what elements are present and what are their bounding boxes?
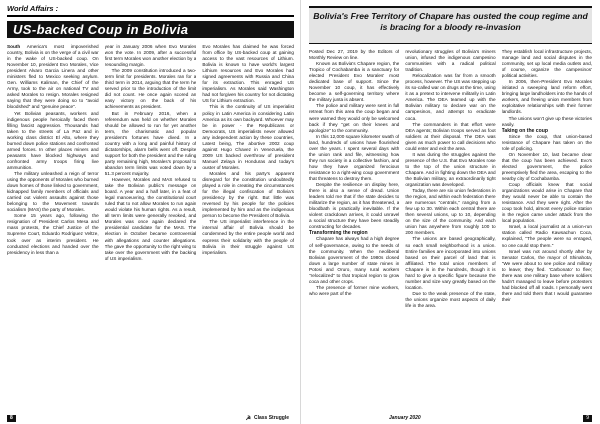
page-number: 8 [7, 415, 16, 422]
paragraph: On November 10, last became clear that the coup has been achieved. Evo's elected government, the police preemptively fled the area, escaping to the nearby city of Cochabamba. [501, 151, 592, 181]
article-column [105, 44, 197, 422]
paragraph: Yet Bolivian peasants, workers and indigenous people heroically faced them filling fascist aggression. Thousands had taken to the streets of La Paz and in working class district El Alto, where they burned down police stations and confronted armed forces. In other places miners and peasants have blocked highways and confronted army troops firing live ammunition. [7, 110, 99, 170]
paragraph: Since the coup, that union-based resistance of Chapare has taken on the role of policing. [501, 133, 592, 151]
subheading: Transforming the region [309, 230, 368, 237]
paragraph: The commanders in that effort were DEA agents; Bolivian troops served as foot soldiers at their disposal. The DEA was given as much power to call decisions who could enter and exit the area. [405, 121, 496, 151]
article-column [502, 49, 592, 409]
paragraph: Relocalization was far from a smooth process, however. The US was stepping up its so-called war on drugs at the time, using it as a pretext to intervene militarily in Latin America. The DEA teamed up with the Bolivian military to declare war on the campesinos, and attempt to eradicate coca. [405, 73, 496, 121]
lead-word: South [7, 44, 21, 49]
paragraph [7, 44, 99, 111]
article-column [405, 49, 495, 409]
subheading: Taking on the coup [501, 127, 548, 134]
paragraph: Due to the weak presence of the state, the unions organize most aspects of daily life in the area. [405, 290, 496, 308]
paragraph: The military unleashed a reign of terror using the opponents of Morales who burned down homes of those linked to government, kidnapped family members of officials and carried out violent assaults against those belonging to the Movement towards socialism (MAS) the party of Morales. [7, 170, 99, 213]
paragraph: year in January 2006 when Evo Morales won the vote. In 2009, after a successful first term Morales won another election by a resounding margin. [104, 44, 197, 68]
paragraph: The unions are based geographically, so each small neighborhood is a union. Entire families are incorporated into unions based on their parcel of land that is affiliated. The total union members of Chapare is in the hundreds, though it is hard to give a specific figure because the number and size vary greatly based on the location. [405, 236, 496, 290]
paragraph: The police and military were sent in full retreat from this area the coup began and were warned they would only be welcomed back if they "get on their knees and apologize" to the community. [309, 103, 400, 133]
paragraph: This is the continuity of US imperialist policy in Latin America in considering Latin America as its own backyard. Whoever may be in power - the Republicans or Democrats, US imperialists never allowed any independent action by these countries, Latest being, The abortive 2002 coup against Hugo Chavez in Venezuela, the 2009 US backed overthrow of president Manuel Zelaya in Honduras and today's ouster of Morales. [202, 104, 295, 170]
paragraph: The presence of former mine workers, who were part of the [309, 284, 400, 296]
article-body [309, 49, 592, 409]
publication-name: Class Struggle [253, 415, 289, 421]
paragraph: In this 12,000 square kilometer swath of land, hundreds of unions have flourished over the years. I spent several days with the union rank and file, witnessing how they run society in a collective fashion, and how they have organized ferocious resistance to a right-wing coup government that threatens to destroy them. [309, 133, 400, 181]
right-page [300, 0, 600, 424]
article-column [202, 44, 294, 422]
paragraph: Chapare has always had a high degree of self-governance, owing to the needs of the community. When the neoliberal Bolivian government of the 1980s closed down a large number of state mines in Potosi and Oruro, many rural workers "relocalized" to that tropical region to grow coca and other crops. [309, 236, 400, 284]
page-footer [309, 414, 592, 422]
hammer-sickle-icon: ☭ [245, 415, 251, 422]
paragraph: It was during the struggles against the presence of the U.S. that Evo Morales rose to the top of the union structure in Chapare. And in fighting down the DEA and the Bolivian military, an extraordinarily tight organization was developed. [405, 151, 496, 188]
paragraph: revolutionary struggles of Bolivia's miners union, infused the indigenous campesino communities with a radical political tradition. [405, 49, 496, 73]
paragraph: But in February 2016, when a referendum was held on whether Morales should be allowed to run for yet another term, the charismatic and popular president's fortunes have dived. In a country with a long and painful history of dictatorships, alarm bells went off. Despite support for both the president and the ruling party remaining high, Morales's proposal to abandon term limits was voted down by a 51.3 percent majority. [104, 110, 197, 176]
article-column [7, 44, 99, 422]
section-label: World Affairs : [7, 4, 59, 13]
issue-date: January 2020 [389, 415, 421, 421]
article-headline-banner: Bolivia's Free Territory of Chapare has ousted the coup regime and is bracing for a bloody re-invasion [309, 6, 592, 44]
paragraph: The 2009 constitution introduced a two-term limit for presidents. Morales ran for a third term in 2014, arguing that the term he served prior to the introduction of the limit did not count. He once again scored an easy victory on the back of his achievements as president. [104, 68, 197, 110]
paragraph: Some 15 years ago, following the resignation of President Carlos Mesa and mass protests, the Chief Justice of the Supreme Court, Eduardo Rodriguez Veltze, took over as interim president. He conducted elections and handed over the presidency in less than a [7, 213, 99, 255]
paragraph: Morales and his party's apparent disregard for the constitution undoubtedly played a role in creating the circumstances for the illegal confiscation of Bolivia's presidency by the right. But little was reversed by his people for the policies implemented by him and as the indigenous person to become the President of Bolivia. [202, 170, 295, 219]
section-rule [7, 15, 294, 17]
paragraph: They establish local infrastructure projects, manage land and social disputes in the community, set up local media outlets and, of course, organize the campesinos' political activities. [501, 49, 592, 79]
article-column [309, 49, 399, 409]
paragraph: Coup officials knew that social organizations would arise in Chapare that they would never be able to contain the resistance. And they were right. After the coup took hold, almost every police station in the region came under attack from the local population. [501, 182, 592, 224]
paragraph: Today, there are six union federations in the region, and within each federation there are numerous "centrals," ranging from a few up to 30. Within each central there are then several unions, up to 10, depending on the size of the community. And each union has anywhere from roughly 100 to 200 members. [405, 188, 496, 236]
paragraph: Israel, a local journalist at a union-run station called Radio Kawsachun Coca, explained, "The people were so enraged, no one could stop them." [501, 224, 592, 248]
footer-publication [16, 415, 293, 422]
paragraph-text: America's most impoverished country, Bolivia is on the verge of a civil war in the wake of US-backed coup. On November 10, president Evo Morales, Vice president Alvaro Garcia Linera and other ministers fled to Mexico seeking asylum. Gen. Williams Kaliman, the Chief of the Army, took to the air on national TV and asked Morales to resign. Morales resigned saying that they were doing so to "avoid bloodshed" and "genuine peace". [7, 44, 99, 110]
page-footer [7, 414, 293, 422]
paragraph: Evo Morales has claimed he was forced from office by US-backed coup at gaining access to the vast resources of Lithium. Bolivia is known to have world's largest Lithium resources and Evo Morales had signed agreements with Russia and China for its extraction. This enraged US imperialism. As Morales said Washington had not forgiven his country for not dictating US for Lithium extraction. [202, 44, 295, 104]
article-body [7, 44, 294, 422]
paragraph: However, Morales and MAS refused to take the Bolivian public's message on board. A year and a half later, in a feat of legal manoeuvring, the constitutional court ruled that to not allow Morales to run again would violate his human rights. As a result, all term limits were generally revoked, and Morales was once again declared the presidential candidate for the MAS. The election in October became controversial with allegations and counter allegations. The gave the opportunity to the right wing to take over the government with the backing of US imperialism. [104, 177, 197, 261]
paragraph: Israel was not around shortly after by Senator Carlos, the mayor of Shinahota, "We were about to see police and military to leave; they fled. 'Carbonato' to flee; there was one military base where soldiers hadn't managed to leave before protesters had blocked off all roads. I personally went there and told them that I would guarantee their [501, 248, 592, 302]
paragraph: The US imperialist interference in the internal affair of Bolivia should be condemned by the entire people world and express their solidarity with the people of Bolivia in their struggle against US imperialism. [202, 219, 295, 255]
paragraph: The unions won't give up these victories easily. [501, 115, 592, 127]
article-headline: US-backed Coup in Bolivia [7, 21, 294, 38]
paragraph: Posted Dec 27, 2019 by the Editors of Monthly Review on line. [309, 49, 400, 61]
page-number: 9 [583, 415, 592, 422]
paragraph: Known as Bolivia's Chapare region, the Tropico of Cochabamba is a sanctuary for elected President Evo Morales' most dedicated base of support. Since the November 10 coup, it has effectively become a self-governing territory where the military junta is absent. [309, 61, 400, 103]
paragraph: Despite the resilience on display here, there is also a sense of dread. Union leaders told me that if the state decides to militarize the region, as it has threatened, a bloodbath is practically inevitable. If the violent crackdown arrives, it could unravel a social structure they have been steadily constructing for decades. [309, 182, 400, 230]
paragraph: In 2006, then-President Evo Morales initiated a sweeping land reform effort, bringing large landholders into the hands of workers, and freeing union members from exploitative relationships with their former landlords. [501, 79, 592, 115]
